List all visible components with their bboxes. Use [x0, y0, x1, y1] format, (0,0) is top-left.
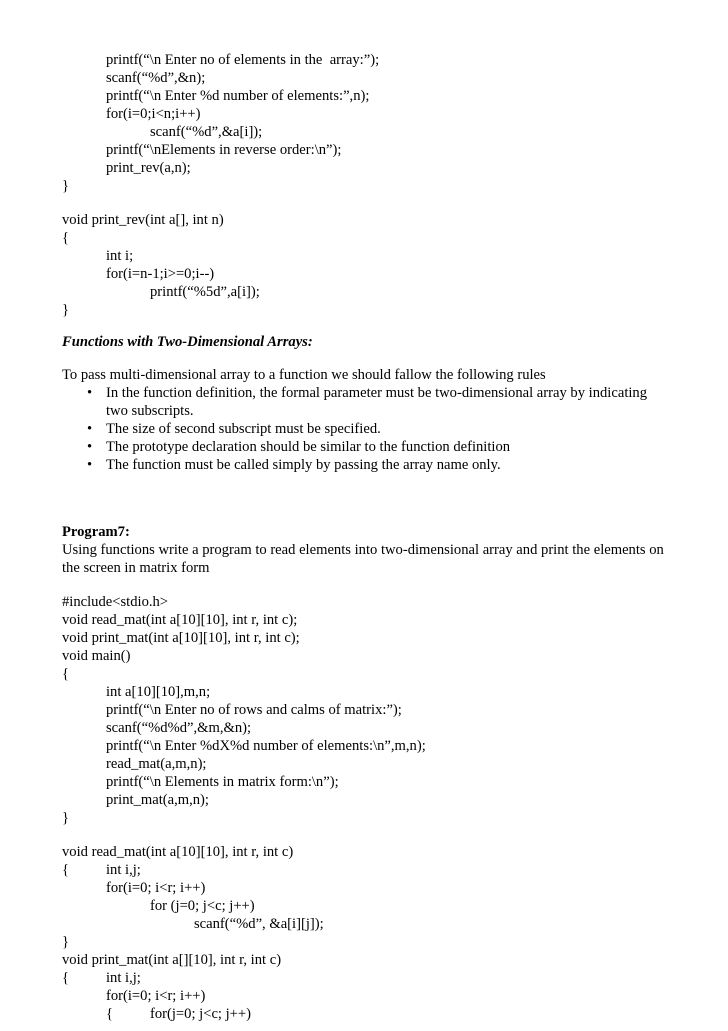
code-line: {: [62, 970, 70, 986]
code-line: void read_mat(int a[10][10], int r, int c): [62, 844, 294, 860]
bullet-icon: •: [87, 439, 93, 455]
code-line: for(i=0; i<r; i++): [106, 988, 206, 1004]
bullet-item: The size of second subscript must be specified.: [106, 421, 381, 437]
code-line: {: [62, 862, 70, 878]
code-line: printf(“\n Enter no of rows and calms of matrix:”);: [106, 702, 402, 718]
code-line: printf(“\n Enter %dX%d number of elements:\n”,m,n);: [106, 738, 426, 754]
code-line: {: [106, 1006, 114, 1022]
code-line: void print_rev(int a[], int n): [62, 212, 224, 228]
code-line: int i,j;: [106, 970, 141, 986]
program-title: Program7:: [62, 524, 130, 540]
section-intro: To pass multi-dimensional array to a function we should fallow the following rules: [62, 367, 546, 383]
code-line: read_mat(a,m,n);: [106, 756, 207, 772]
code-line: int i;: [106, 248, 134, 264]
section-heading: Functions with Two-Dimensional Arrays:: [62, 334, 313, 350]
code-line: void print_mat(int a[][10], int r, int c): [62, 952, 282, 968]
code-line: for(i=0;i<n;i++): [106, 106, 201, 122]
code-line: scanf(“%d%d”,&m,&n);: [106, 720, 252, 736]
code-line: for (j=0; j<c; j++): [150, 898, 255, 914]
code-line: {: [62, 230, 70, 246]
code-line: print_rev(a,n);: [106, 160, 191, 176]
code-line: int i,j;: [106, 862, 141, 878]
bullet-item: The prototype declaration should be similar to the function definition: [106, 439, 511, 455]
code-line: printf(“\n Elements in matrix form:\n”);: [106, 774, 339, 790]
code-line: scanf(“%d”,&n);: [106, 70, 206, 86]
code-line: printf(“\n Enter %d number of elements:”,n);: [106, 88, 370, 104]
bullet-icon: •: [87, 421, 93, 437]
program-description: Using functions write a program to read elements into two-dimensional array and print the elements on: [62, 542, 664, 558]
program-description: the screen in matrix form: [62, 560, 210, 576]
code-line: for(i=n-1;i>=0;i--): [106, 266, 215, 282]
code-line: printf(“%5d”,a[i]);: [150, 284, 260, 300]
code-line: }: [62, 302, 70, 318]
code-line: #include<stdio.h>: [62, 594, 169, 610]
code-line: int a[10][10],m,n;: [106, 684, 211, 700]
bullet-icon: •: [87, 457, 93, 473]
code-line: void main(): [62, 648, 131, 664]
code-line: for(j=0; j<c; j++): [150, 1006, 252, 1022]
code-line: }: [62, 934, 70, 950]
code-line: for(i=0; i<r; i++): [106, 880, 206, 896]
code-line: void print_mat(int a[10][10], int r, int c);: [62, 630, 300, 646]
bullet-item-continuation: two subscripts.: [106, 403, 194, 419]
code-line: print_mat(a,m,n);: [106, 792, 209, 808]
code-line: printf(“\nElements in reverse order:\n”);: [106, 142, 342, 158]
code-line: scanf(“%d”,&a[i]);: [150, 124, 263, 140]
code-line: }: [62, 810, 70, 826]
code-line: {: [62, 666, 70, 682]
code-line: scanf(“%d”, &a[i][j]);: [194, 916, 324, 932]
bullet-icon: •: [87, 385, 93, 401]
bullet-item: The function must be called simply by passing the array name only.: [106, 457, 501, 473]
code-line: printf(“\n Enter no of elements in the array:”);: [106, 52, 380, 68]
code-line: void read_mat(int a[10][10], int r, int c);: [62, 612, 298, 628]
bullet-item: In the function definition, the formal parameter must be two-dimensional array by indicating: [106, 385, 648, 401]
code-line: }: [62, 178, 70, 194]
